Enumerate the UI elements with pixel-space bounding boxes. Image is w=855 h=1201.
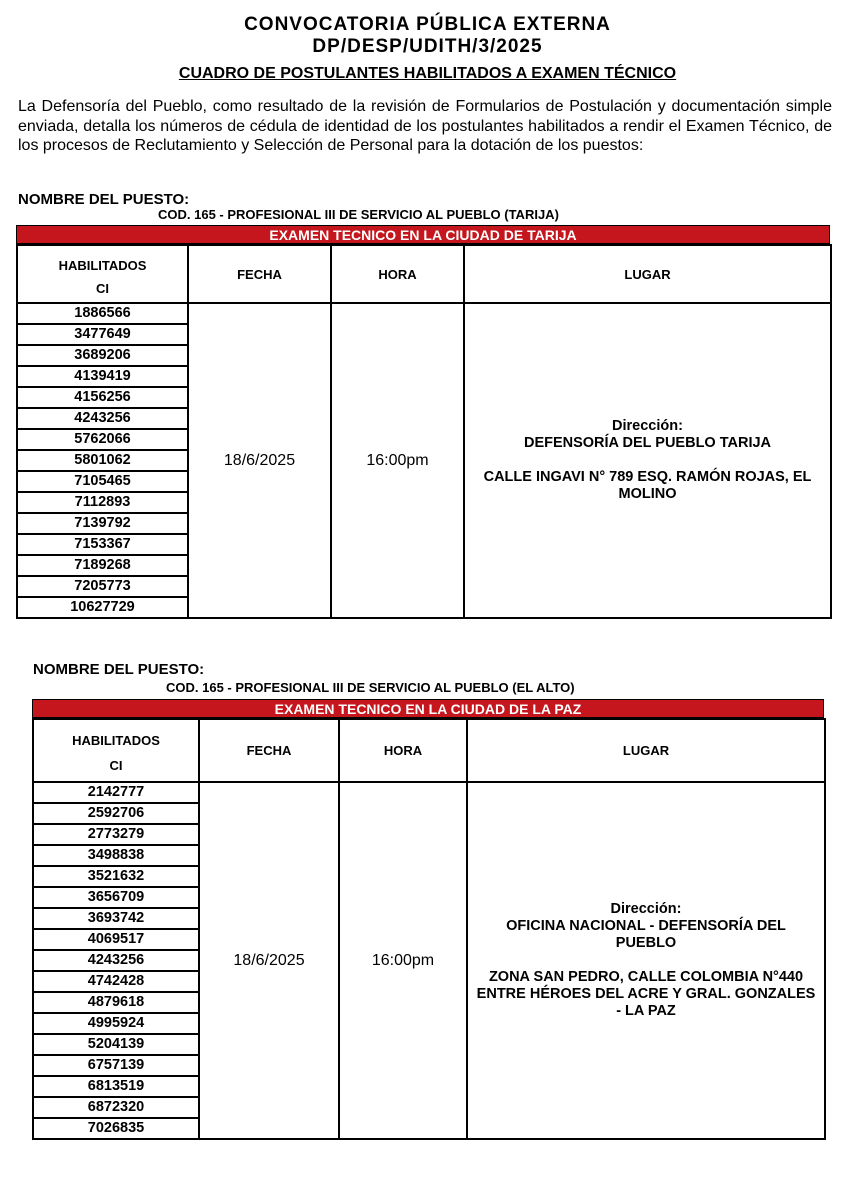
location-title: Dirección: bbox=[612, 418, 683, 434]
exam-date: 18/6/2025 bbox=[199, 782, 339, 1139]
exam-block-la-paz bbox=[32, 699, 824, 1140]
exam-time: 16:00pm bbox=[339, 782, 467, 1139]
ci-number: 7153367 bbox=[17, 534, 188, 555]
position-label: NOMBRE DEL PUESTO: bbox=[33, 661, 205, 678]
ci-number: 3498838 bbox=[33, 845, 199, 866]
exam-date: 18/6/2025 bbox=[188, 303, 331, 618]
exam-banner: EXAMEN TECNICO EN LA CIUDAD DE LA PAZ bbox=[32, 699, 824, 718]
ci-header bbox=[33, 719, 199, 782]
position-code: COD. 165 - PROFESIONAL III DE SERVICIO AL PUEBLO (EL ALTO) bbox=[166, 680, 575, 695]
habilitados-label: HABILITADOS bbox=[72, 733, 160, 748]
ci-number: 4742428 bbox=[33, 971, 199, 992]
ci-number: 2142777 bbox=[33, 782, 199, 803]
ci-number: 5801062 bbox=[17, 450, 188, 471]
exam-location bbox=[467, 782, 825, 1139]
ci-number: 4156256 bbox=[17, 387, 188, 408]
ci-number: 7139792 bbox=[17, 513, 188, 534]
applicants-table bbox=[16, 244, 832, 619]
fecha-header: FECHA bbox=[188, 245, 331, 303]
ci-number: 3689206 bbox=[17, 345, 188, 366]
location-title: Dirección: bbox=[610, 901, 682, 917]
ci-label: CI bbox=[96, 281, 109, 296]
ci-number: 3693742 bbox=[33, 908, 199, 929]
table-row bbox=[17, 303, 831, 324]
ci-number: 2773279 bbox=[33, 824, 199, 845]
ci-number: 7026835 bbox=[33, 1118, 199, 1139]
ci-number: 3656709 bbox=[33, 887, 199, 908]
position-label: NOMBRE DEL PUESTO: bbox=[18, 191, 190, 208]
ci-number: 3521632 bbox=[33, 866, 199, 887]
intro-paragraph: La Defensoría del Pueblo, como resultado de la revisión de Formularios de Postulación y documentación simple enviada, detalla los números de cédula de identidad de los postulantes habilitados a rendir el Examen Técnico, de los procesos de Reclutamiento y Selección de Personal para la dotación de los puestos: bbox=[18, 98, 832, 154]
location-address: ZONA SAN PEDRO, CALLE COLOMBIA N°440 ENTRE HÉROES DEL ACRE Y GRAL. GONZALES - LA PAZ bbox=[476, 969, 816, 1019]
ci-number: 2592706 bbox=[33, 803, 199, 824]
ci-number: 6813519 bbox=[33, 1076, 199, 1097]
habilitados-label: HABILITADOS bbox=[58, 258, 147, 273]
ci-number: 10627729 bbox=[17, 597, 188, 618]
ci-number: 7105465 bbox=[17, 471, 188, 492]
ci-number: 4069517 bbox=[33, 929, 199, 950]
location-address: CALLE INGAVI N° 789 ESQ. RAMÓN ROJAS, EL MOLINO bbox=[483, 469, 812, 502]
ci-label: CI bbox=[109, 758, 123, 773]
title-line-2: DP/DESP/UDITH/3/2025 bbox=[312, 36, 543, 57]
location-spacer bbox=[476, 952, 816, 969]
ci-number: 1886566 bbox=[17, 303, 188, 324]
ci-number: 7112893 bbox=[17, 492, 188, 513]
ci-number: 4995924 bbox=[33, 1013, 199, 1034]
hora-header: HORA bbox=[331, 245, 464, 303]
location-name: OFICINA NACIONAL - DEFENSORÍA DEL PUEBLO bbox=[506, 918, 786, 951]
lugar-header: LUGAR bbox=[464, 245, 831, 303]
exam-banner: EXAMEN TECNICO EN LA CIUDAD DE TARIJA bbox=[16, 225, 830, 244]
ci-number: 4243256 bbox=[17, 408, 188, 429]
ci-header bbox=[17, 245, 188, 303]
ci-number: 5204139 bbox=[33, 1034, 199, 1055]
ci-number: 4879618 bbox=[33, 992, 199, 1013]
ci-number: 5762066 bbox=[17, 429, 188, 450]
location-name: DEFENSORÍA DEL PUEBLO TARIJA bbox=[523, 435, 772, 451]
applicants-table bbox=[32, 718, 826, 1140]
exam-block-tarija bbox=[16, 225, 830, 619]
subtitle: CUADRO DE POSTULANTES HABILITADOS A EXAMEN TÉCNICO bbox=[178, 65, 677, 82]
applicants-body bbox=[17, 303, 831, 618]
ci-number: 4243256 bbox=[33, 950, 199, 971]
hora-header: HORA bbox=[339, 719, 467, 782]
ci-number: 4139419 bbox=[17, 366, 188, 387]
ci-number: 3477649 bbox=[17, 324, 188, 345]
title-line-1: CONVOCATORIA PÚBLICA EXTERNA bbox=[244, 14, 611, 35]
ci-number: 6872320 bbox=[33, 1097, 199, 1118]
position-code: COD. 165 - PROFESIONAL III DE SERVICIO AL PUEBLO (TARIJA) bbox=[158, 207, 559, 222]
lugar-header: LUGAR bbox=[467, 719, 825, 782]
ci-number: 7205773 bbox=[17, 576, 188, 597]
ci-number: 7189268 bbox=[17, 555, 188, 576]
applicants-body bbox=[33, 782, 825, 1139]
exam-location bbox=[464, 303, 831, 618]
location-spacer bbox=[473, 452, 822, 469]
exam-time: 16:00pm bbox=[331, 303, 464, 618]
table-row bbox=[33, 782, 825, 803]
fecha-header: FECHA bbox=[199, 719, 339, 782]
ci-number: 6757139 bbox=[33, 1055, 199, 1076]
